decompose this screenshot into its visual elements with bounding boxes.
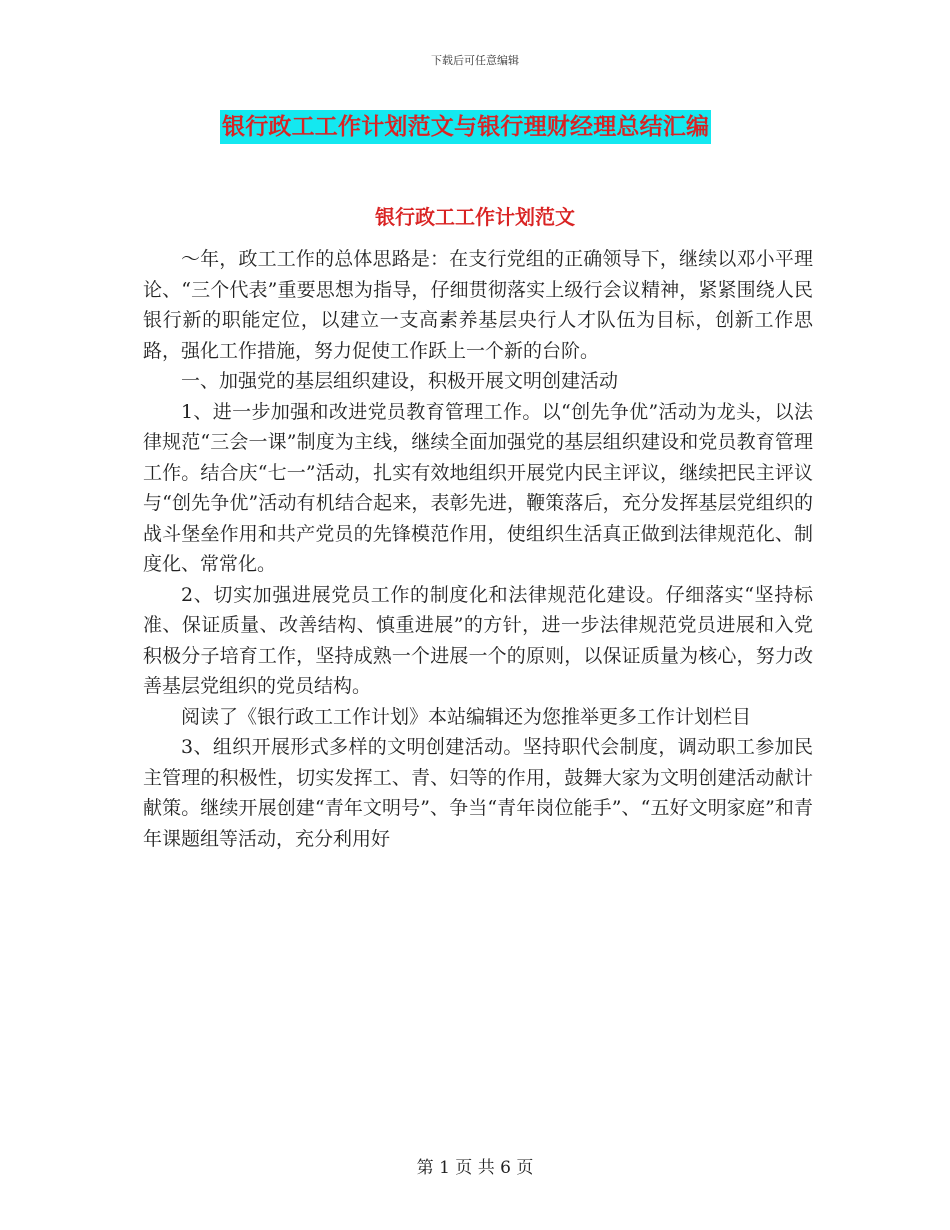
- document-title: 银行政工工作计划范文与银行理财经理总结汇编: [220, 110, 711, 144]
- paragraph-recommendation: 阅读了《银行政工工作计划》本站编辑还为您推举更多工作计划栏目: [181, 705, 752, 728]
- paragraph-item-1: 1、进一步加强和改进党员教育管理工作。以“创先争优”活动为龙头，以法律规范“三会一课”制度为主线，继续全面加强党的基层组织建设和党员教育管理工作。结合庆“七一”活动，扎实有效地组织开展党内民主评议，继续把民主评议与“创先争优”活动有机结合起来，表彰先进，鞭策落后，充分发挥基层党组织的战斗堡垒作用和共产党员的先锋模范作用，使组织生活真正做到法律规范化、制度化、常常化。: [143, 400, 813, 575]
- section-title: 银行政工工作计划范文: [375, 205, 575, 229]
- header-note: 下载后可任意编辑: [431, 54, 519, 67]
- paragraph-heading-1: 一、加强党的基层组织建设，积极开展文明创建活动: [181, 370, 619, 392]
- document-body: [143, 244, 813, 854]
- paragraph-intro: ～年，政工工作的总体思路是：在支行党组的正确领导下，继续以邓小平理论、“三个代表”重要思想为指导，仔细贯彻落实上级行会议精神，紧紧围绕人民银行新的职能定位，以建立一支高素养基层央行人才队伍为目标，创新工作思路，强化工作措施，努力促使工作跃上一个新的台阶。: [143, 248, 813, 362]
- page-footer: 第 1 页 共 6 页: [416, 1158, 534, 1178]
- paragraph-item-2: 2、切实加强进展党员工作的制度化和法律规范化建设。仔细落实“坚持标准、保证质量、改善结构、慎重进展”的方针，进一步法律规范党员进展和入党积极分子培育工作，坚持成熟一个进展一个的原则，以保证质量为核心，努力改善基层党组织的党员结构。: [143, 583, 813, 697]
- paragraph-item-3: 3、组织开展形式多样的文明创建活动。坚持职代会制度，调动职工参加民主管理的积极性，切实发挥工、青、妇等的作用，鼓舞大家为文明创建活动献计献策。继续开展创建“青年文明号”、争当“青年岗位能手”、“五好文明家庭”和青年课题组等活动，充分利用好: [143, 736, 813, 850]
